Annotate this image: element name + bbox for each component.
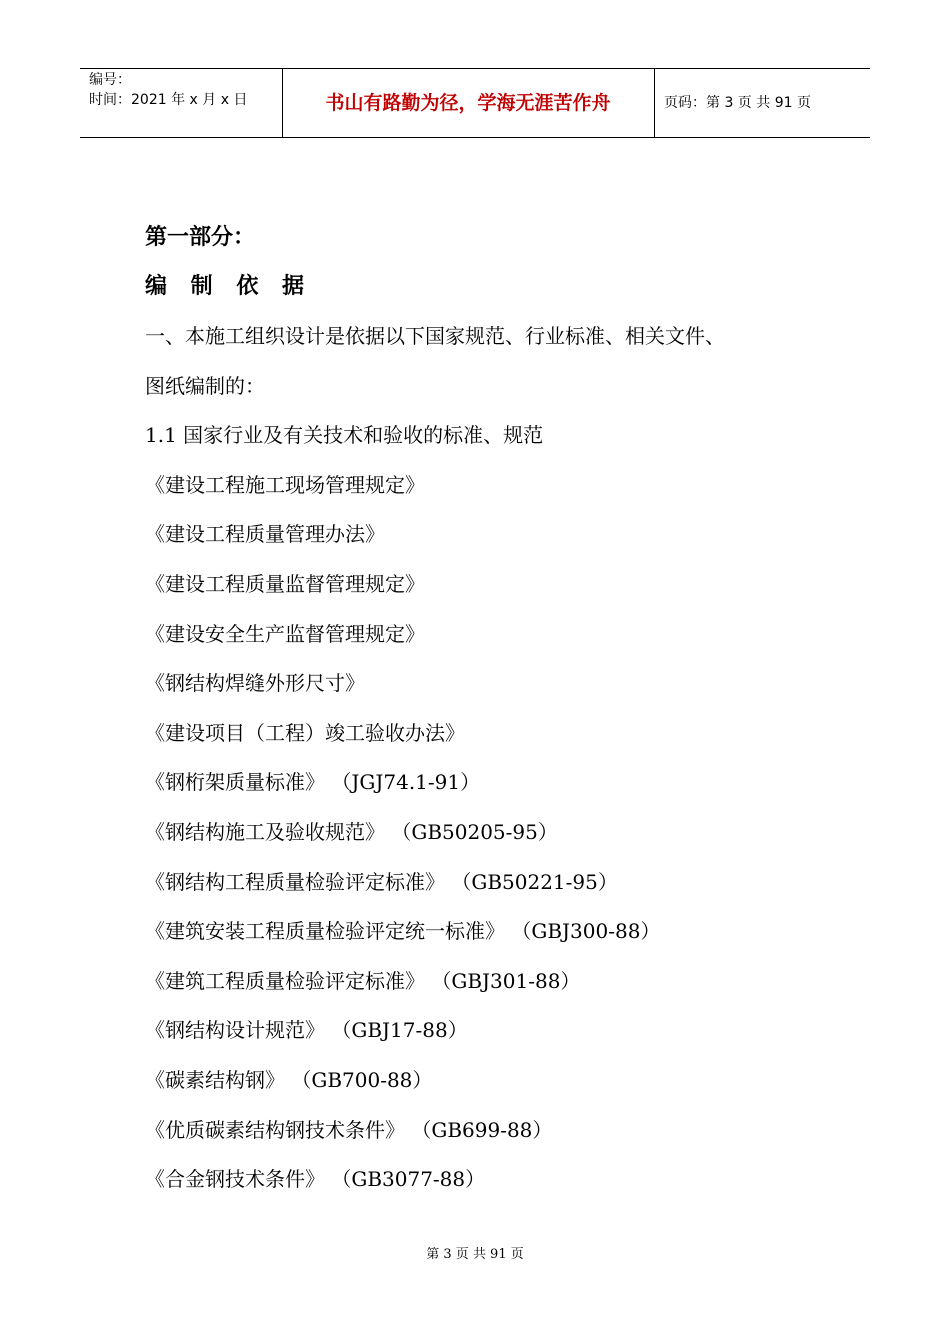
section-title: 编 制 依 据 [145,274,312,299]
standard-item: 《建设安全生产监督管理规定》 [145,621,425,646]
standard-item: 《钢结构焊缝外形尺寸》 [145,671,365,696]
page-header [80,68,870,138]
document-body [145,214,845,1205]
standard-item: 《合金钢技术条件》 （GB3077-88） [145,1167,486,1192]
header-motto-cell [282,69,655,137]
intro-paragraph-line: 图纸编制的： [145,373,265,398]
header-page-number: 页码：第 3 页 共 91 页 [664,95,811,111]
part-title: 第一部分： [145,225,256,250]
standard-item: 《建设工程质量监督管理规定》 [145,571,425,596]
standard-item: 《钢结构设计规范》 （GBJ17-88） [145,1018,468,1043]
header-info-cell [80,69,283,137]
standard-item: 《建设工程质量管理办法》 [145,522,385,547]
standard-item: 《碳素结构钢》 （GB700-88） [145,1067,433,1092]
header-motto: 书山有路勤为径，学海无涯苦作舟 [325,92,611,114]
document-number-label: 编号： [89,72,131,88]
standard-item: 《钢结构施工及验收规范》 （GB50205-95） [145,819,558,844]
standard-item: 《钢桁架质量标准》 （JGJ74.1-91） [145,770,481,795]
standard-item: 《优质碳素结构钢技术条件》 （GB699-88） [145,1117,553,1142]
subsection-title: 1.1 国家行业及有关技术和验收的标准、规范 [145,423,544,448]
document-date: 时间：2021 年 x 月 x 日 [89,92,248,108]
standard-item: 《建筑工程质量检验评定标准》 （GBJ301-88） [145,968,581,993]
standard-item: 《建设项目（工程）竣工验收办法》 [145,720,465,745]
standard-item: 《钢结构工程质量检验评定标准》 （GB50221-95） [145,869,618,894]
header-page-cell [655,69,870,137]
page-footer: 第 3 页 共 91 页 [426,1247,524,1262]
standard-item: 《建设工程施工现场管理规定》 [145,472,425,497]
intro-paragraph-line: 一、本施工组织设计是依据以下国家规范、行业标准、相关文件、 [145,324,725,348]
standard-item: 《建筑安装工程质量检验评定统一标准》 （GBJ300-88） [145,919,661,944]
